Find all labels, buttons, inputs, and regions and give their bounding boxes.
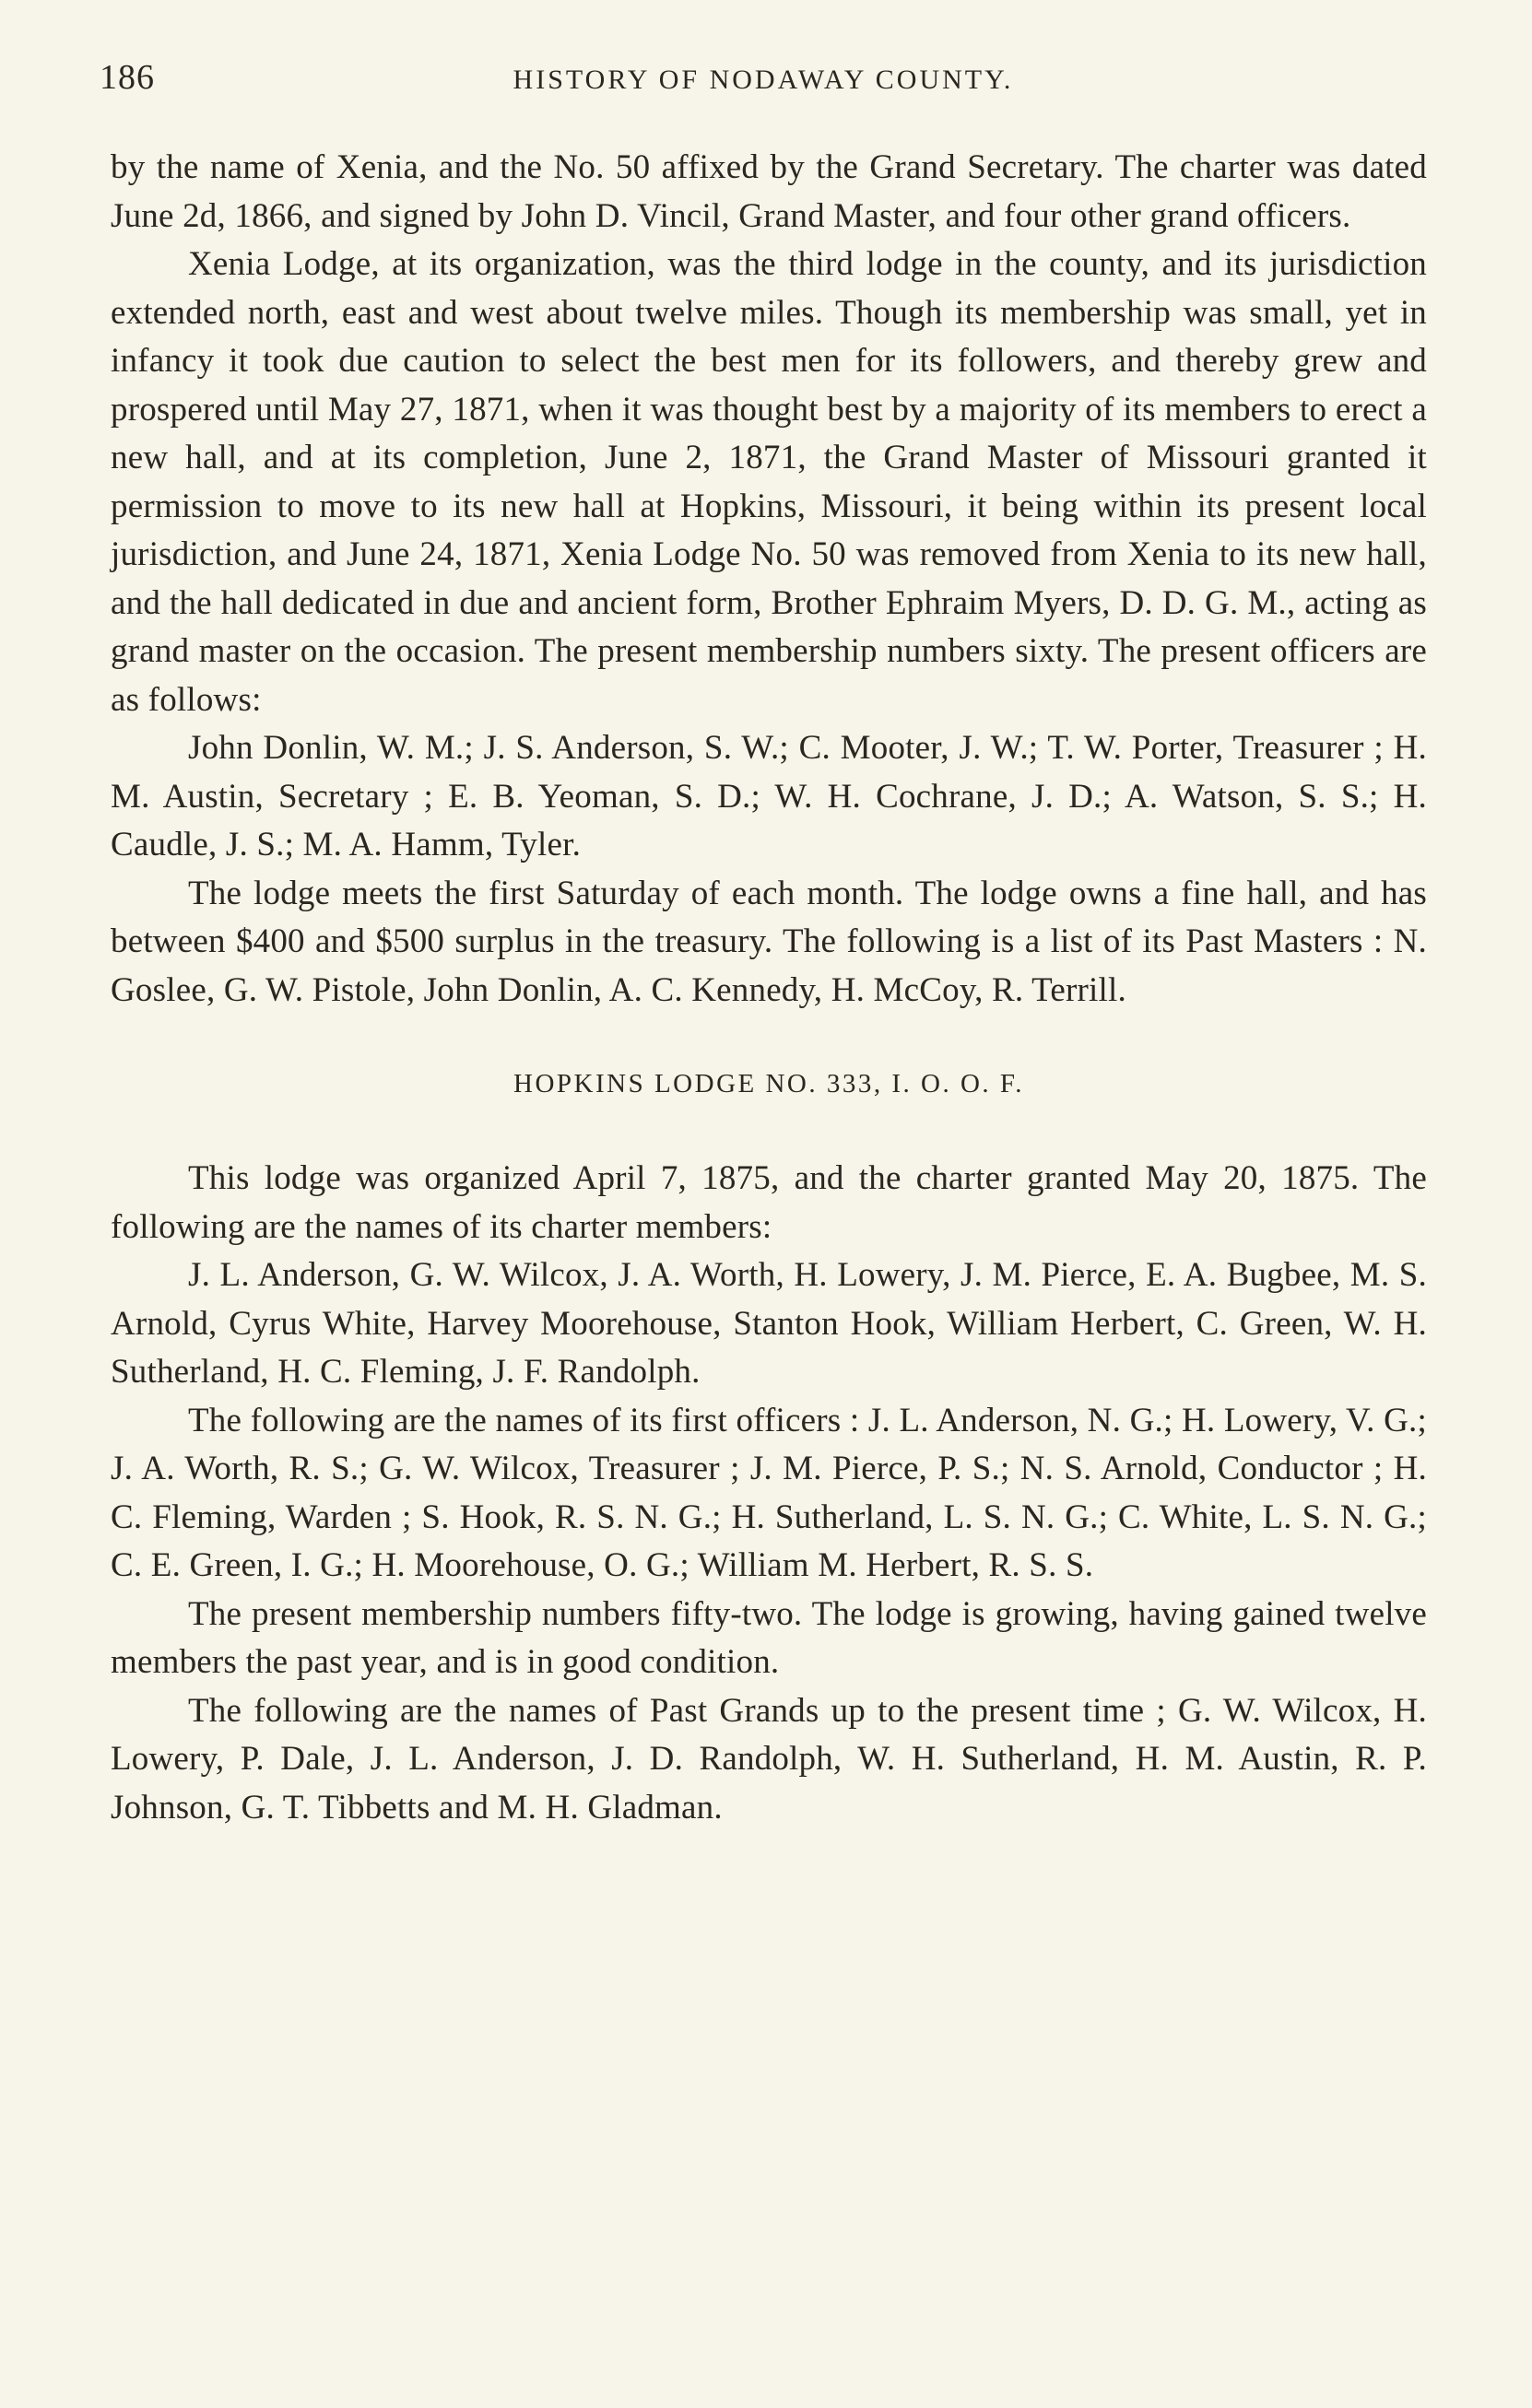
paragraph-xenia-history: Xenia Lodge, at its organization, was the third lodge in the county, and its jurisdiction extended north, east and west about twelve miles. Though its membership was small, yet in infancy it took due caution to select the best men for its followers, and thereby grew and prospered until May 27, 1871, when it was thought best by a majority of its members to erect a new hall, and at its completion, June 2, 1871, the Grand Master of Missouri granted it permission to move to its new hall at Hopkins, Missouri, it being within its present local jurisdiction, and June 24, 1871, Xenia Lodge No. 50 was removed from Xenia to its new hall, and the hall dedicated in due and ancient form, Brother Ephraim Myers, D. D. G. M., acting as grand master on the occasion. The present membership numbers sixty. The present officers are as follows:	[111, 245, 1427, 719]
running-head	[100, 57, 1427, 103]
section-heading-hopkins-lodge: HOPKINS LODGE NO. 333, I. O. O. F.	[513, 1069, 1024, 1098]
page-number: 186	[100, 58, 155, 97]
paragraph-xenia-charter: by the name of Xenia, and the No. 50 affixed by the Grand Secretary. The charter was dated June 2d, 1866, and signed by John D. Vincil, Grand Master, and four other grand officers.	[111, 148, 1427, 235]
paragraph-hopkins-membership: The present membership numbers fifty-two. The lodge is growing, having gained twelve members the past year, and is in good condition.	[111, 1594, 1427, 1681]
paragraph-hopkins-first-officers: The following are the names of its first officers : J. L. Anderson, N. G.; H. Lowery, V. G.; J. A. Worth, R. S.; G. W. Wilcox, Treasurer ; J. M. Pierce, P. S.; N. S. Arnold, Conductor ; H. C. Fleming, Warden ; S. Hook, R. S. N. G.; H. Sutherland, L. S. N. G.; C. White, L. S. N. G.; C. E. Green, I. G.; H. Moorehouse, O. G.; William M. Herbert, R. S. S.	[111, 1401, 1427, 1584]
paragraph-hopkins-past-grands: The following are the names of Past Grands up to the present time ; G. W. Wilcox, H. Lowery, P. Dale, J. L. Anderson, J. D. Randolph, W. H. Sutherland, H. M. Austin, R. P. Johnson, G. T. Tibbetts and M. H. Gladman.	[111, 1691, 1427, 1827]
paragraph-hopkins-charter-members: J. L. Anderson, G. W. Wilcox, J. A. Worth, H. Lowery, J. M. Pierce, E. A. Bugbee, M. S. Arnold, Cyrus White, Harvey Moorehouse, Stanton Hook, William Herbert, C. Green, W. H. Sutherland, H. C. Fleming, J. F. Randolph.	[111, 1256, 1427, 1391]
paragraph-hopkins-organized: This lodge was organized April 7, 1875, and the charter granted May 20, 1875. The following are the names of its charter members:	[111, 1159, 1427, 1246]
body-text	[111, 144, 1427, 1832]
paragraph-xenia-officers: John Donlin, W. M.; J. S. Anderson, S. W.; C. Mooter, J. W.; T. W. Porter, Treasurer ; H. M. Austin, Secretary ; E. B. Yeoman, S. D.; W. H. Cochrane, J. D.; A. Watson, S. S.; H. Caudle, J. S.; M. A. Hamm, Tyler.	[111, 729, 1427, 863]
paragraph-xenia-meetings: The lodge meets the first Saturday of each month. The lodge owns a fine hall, and has between $400 and $500 surplus in the treasury. The following is a list of its Past Masters : N. Goslee, G. W. Pistole, John Donlin, A. C. Kennedy, H. McCoy, R. Terrill.	[111, 874, 1427, 1009]
running-title: HISTORY OF NODAWAY COUNTY.	[513, 65, 1014, 95]
